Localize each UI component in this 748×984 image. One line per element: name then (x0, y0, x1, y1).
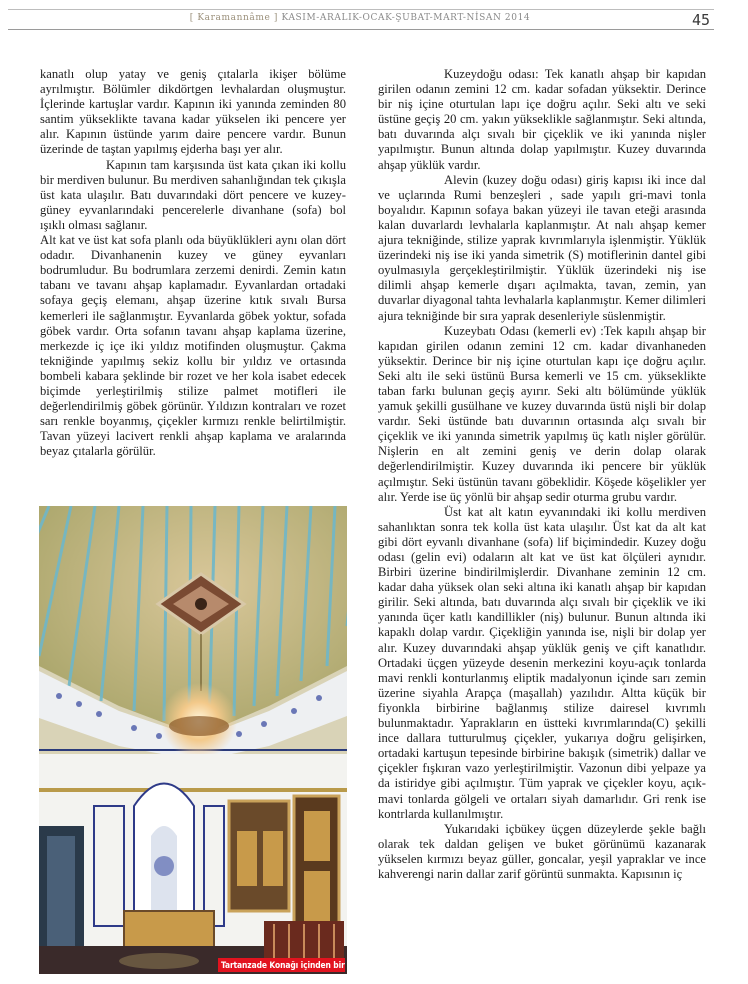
paragraph: Kuzeybatı Odası (kemerli ev) :Tek kapılı ahşap bir kapıdan girilen odanın zemini 12 cm. kadar divanhaneden yüksektir. Derince bir niş içine oturtulan kapı içe doğru açılır. Seki altı ile seki üstünü Bursa kemerli ve 15 cm. yükseklikte taban farkı bulunan geçiş ayırır. Seki altı bölümünde yüklük yamuk şekilli gusülhane ve kuzey duvarında üstü nişli bir dolap vardır. Seki üstünde batı duvarının ortasında alçı sıvalı bir çiçeklik ve iki yanında simetrik yapılmış üç katlı nişler görülür. Nişlerin en alt zemini geniş ve derin dolap olarak değerlendirilmiştir. Kuzey duvarında iki pencere bir yüklük açılmıştır. Seki üstünün tavanı göbeklidir. Köşede köşelikler yer alır. Yerde ise üç yönlü bir ahşap sedir oturma grubu vardır. (378, 323, 706, 504)
cupboard-door (304, 811, 330, 861)
paragraph: Kuzeydoğu odası: Tek kanatlı ahşap bir kapıdan girilen odanın zemini 12 cm. kadar sofadan yüksektir. Derince bir niş içine oturtulan lapı içe doğru açılır. Seki altı ve seki üstüne geçiş 20 cm. yakın yükseklikle sağlanmıştır. Seki altında, batı duvarında alçı sıvalı bir çiçeklik ve iki yanında nişler yapılmıştır. Bunun altında dolap yapılmıştır. Kuzey duvarında ahşap yüklük vardır. (378, 67, 706, 172)
paragraph: kanatlı olup yatay ve geniş çıtalarla ikişer bölüme ayrılmıştır. Bölümler dikdörtgen levhalardan oluşmuştur. İçlerinde kartuşlar vardır. Kapının iki yanında zeminden 80 santim yükseklikte tavana kadar yükselen iki pencere yer alır. Kapının üstünde yarım daire pencere vardır. Bunun üzerinde de taştan yapılmış ejderha başı yer alır. (40, 67, 346, 157)
header-rule-top (8, 9, 714, 10)
left-column (40, 67, 346, 459)
right-column (378, 67, 706, 882)
door-panel (47, 836, 75, 956)
room-photo (39, 506, 347, 974)
photo-caption: Tartanzade Konağı içinden bir oda (218, 958, 345, 972)
paragraph: Alt kat ve üst kat sofa planlı oda büyüklükleri aynı olan dört odadır. Divanhanenin kuzey ve güney eyvanları bodrumludur. Bu bodrumlara zerzemi denirdi. Zemin katın tabanı ve tavanı ahşap kaplamadır. Eyvanlardan ortadaki sofaya geçiş elemanı, ahşap üzerine kıtık sıvalı Bursa kemerleri ile sağlanmıştır. Eyvanlarda göbek yoktur, sofada göbek vardır. Orta sofanın tavanı ahşap kaplama üzerine, merkezde iç içe iki yıldız motifinden oluşmuştur. Çakma tekniğinde yapılmış sekiz kollu bir yıldız ve ortasında bombeli kabara şeklinde bir rozet ve her kola isabet edecek biçimde yerleştirilmiş stilize palmet motifleri ile değerlendirilmiş göbek görünür. Yıldızın kontraları ve rozet sarı renkle boyanmış, çiçekler kırmızı renkle belirtilmiştir. Tavan yüzeyi lacivert renkli ahşap kaplama ve aralarında beyaz çıtalarla görülür. (40, 233, 346, 459)
paragraph: Üst kat alt katın eyvanındaki iki kollu merdiven sahanlıktan sonra tek kolla üst kata ulaşılır. Üst kat da alt kat gibi dört eyvanlı divanhane (sofa) lif biçimindedir. Kuzey doğu odası (gelin evi) odaların alt kat ve üst kat ölçüleri aynıdır. Birbiri üzerine bindirilmişlerdir. Divanhane zeminin 12 cm. kadar daha yüksek olan seki altına iki kanatlı ahşap bir kapıdan girilir. Seki altında, batı duvarında alçı sıvalı bir çiçeklik ve iki yanında üçer katlı kandillikler (niş) bulunur. Bunun altında iki kapaklı dolap vardır. Çiçekliğin yanında ise, nişli bir dolap yer alır. Kuzey duvarındaki ahşap yüklük geniş ve çift kanatlıdır. Ortadaki üçgen yüzeyde desenin merkezini koyu-açık tonlarda mavi renkli konturlanmış eliptik madalyonun içinde sarı zemin üzerine siyahla Arapça (maşallah) yazılıdır. Altta küçük bir fiyonkla birbirine bağlanmış stilize dairesel kıvrımlı bulunmaktadır. Yaprakların en üstteki kıvrımlarında(C) şekilli ince dallara tutturulmuş çiçekler, yukarıya doğru gelişirken, ortadaki kartuşun tepesinde birbirine bakışık (simetrik) dallar ve çiçekler fışkıran vazo yerleştirilmiştir. Vazonun dibi yelpaze ya da istiridye gibi açılmıştır. Tüm yaprak ve çiçekler koyu, açık-mavi tonlarda gölgeli ve ortaları siyah damarlıdır. Gri renk ise kontrlarda kullanılmıştır. (378, 504, 706, 821)
paragraph: Kapının tam karşısında üst kata çıkan iki kollu bir merdiven bulunur. Bu merdiven sahanlığından tek çıkışla üst kata ulaşılır. Batı duvarındaki dört pencere ve kuzey-güney eyvanlarındaki pencerelerle divanhane (sofa) bol ışıklı olması sağlanır. (40, 157, 346, 232)
running-head (0, 13, 720, 23)
room-photo-illustration (39, 506, 347, 974)
cupboard-door (237, 831, 257, 886)
chandelier (169, 716, 229, 736)
header-rule-bottom (8, 29, 714, 30)
cupboard-door (263, 831, 283, 886)
magazine-name: [ Karamannâme ] (189, 13, 279, 23)
flower-vase (154, 856, 174, 876)
carpet-motif (119, 953, 199, 969)
paragraph: Yukarıdaki içbükey üçgen düzeylerde şekle bağlı olarak tek daldan gelişen ve buket görünümü kazanarak yükselen kırmızı beyaz güller, goncalar, yeşil yapraklar ve ince kahverengi narin dallar zarif görüntü sunmakta. Kapısının iç (378, 821, 706, 881)
rosette-center (195, 598, 207, 610)
wall-rail (39, 788, 347, 792)
issue-dates: KASIM-ARALIK-OCAK-ŞUBAT-MART-NİSAN 2014 (281, 13, 531, 23)
cupboard-door (304, 871, 330, 921)
lower-cabinet (124, 911, 214, 951)
page-number: 45 (691, 11, 710, 29)
paragraph: Alevin (kuzey doğu odası) giriş kapısı iki ince dal ve uçlarında Rumi benzeşleri , sade yapılı gri-mavi tonla boyalıdır. Kapının sofaya bakan yüzeyi ile tavan eteği arasında kalan duvarlardı levhalarla kaplanmıştır. At nalı ahşap kemer ajura tekniğinde, stilize yaprak kıvrımlarıyla işlenmiştir. Yüklük üzerindeki niş ise iki yanda simetrik (S) motiflerinin dantel gibi oyulmasıyla gerçekleştirilmiştir. Yüklük üzerindeki niş ise dilimli ahşap kemerle dışarı açılmakta, tavan, zemin, yan duvarlar diyagonal tahta levhalarla kaplanmıştır. Kemer dilimleri ajura tekniğinde bir sıra yaprak desenleriyle süslenmiştir. (378, 172, 706, 323)
